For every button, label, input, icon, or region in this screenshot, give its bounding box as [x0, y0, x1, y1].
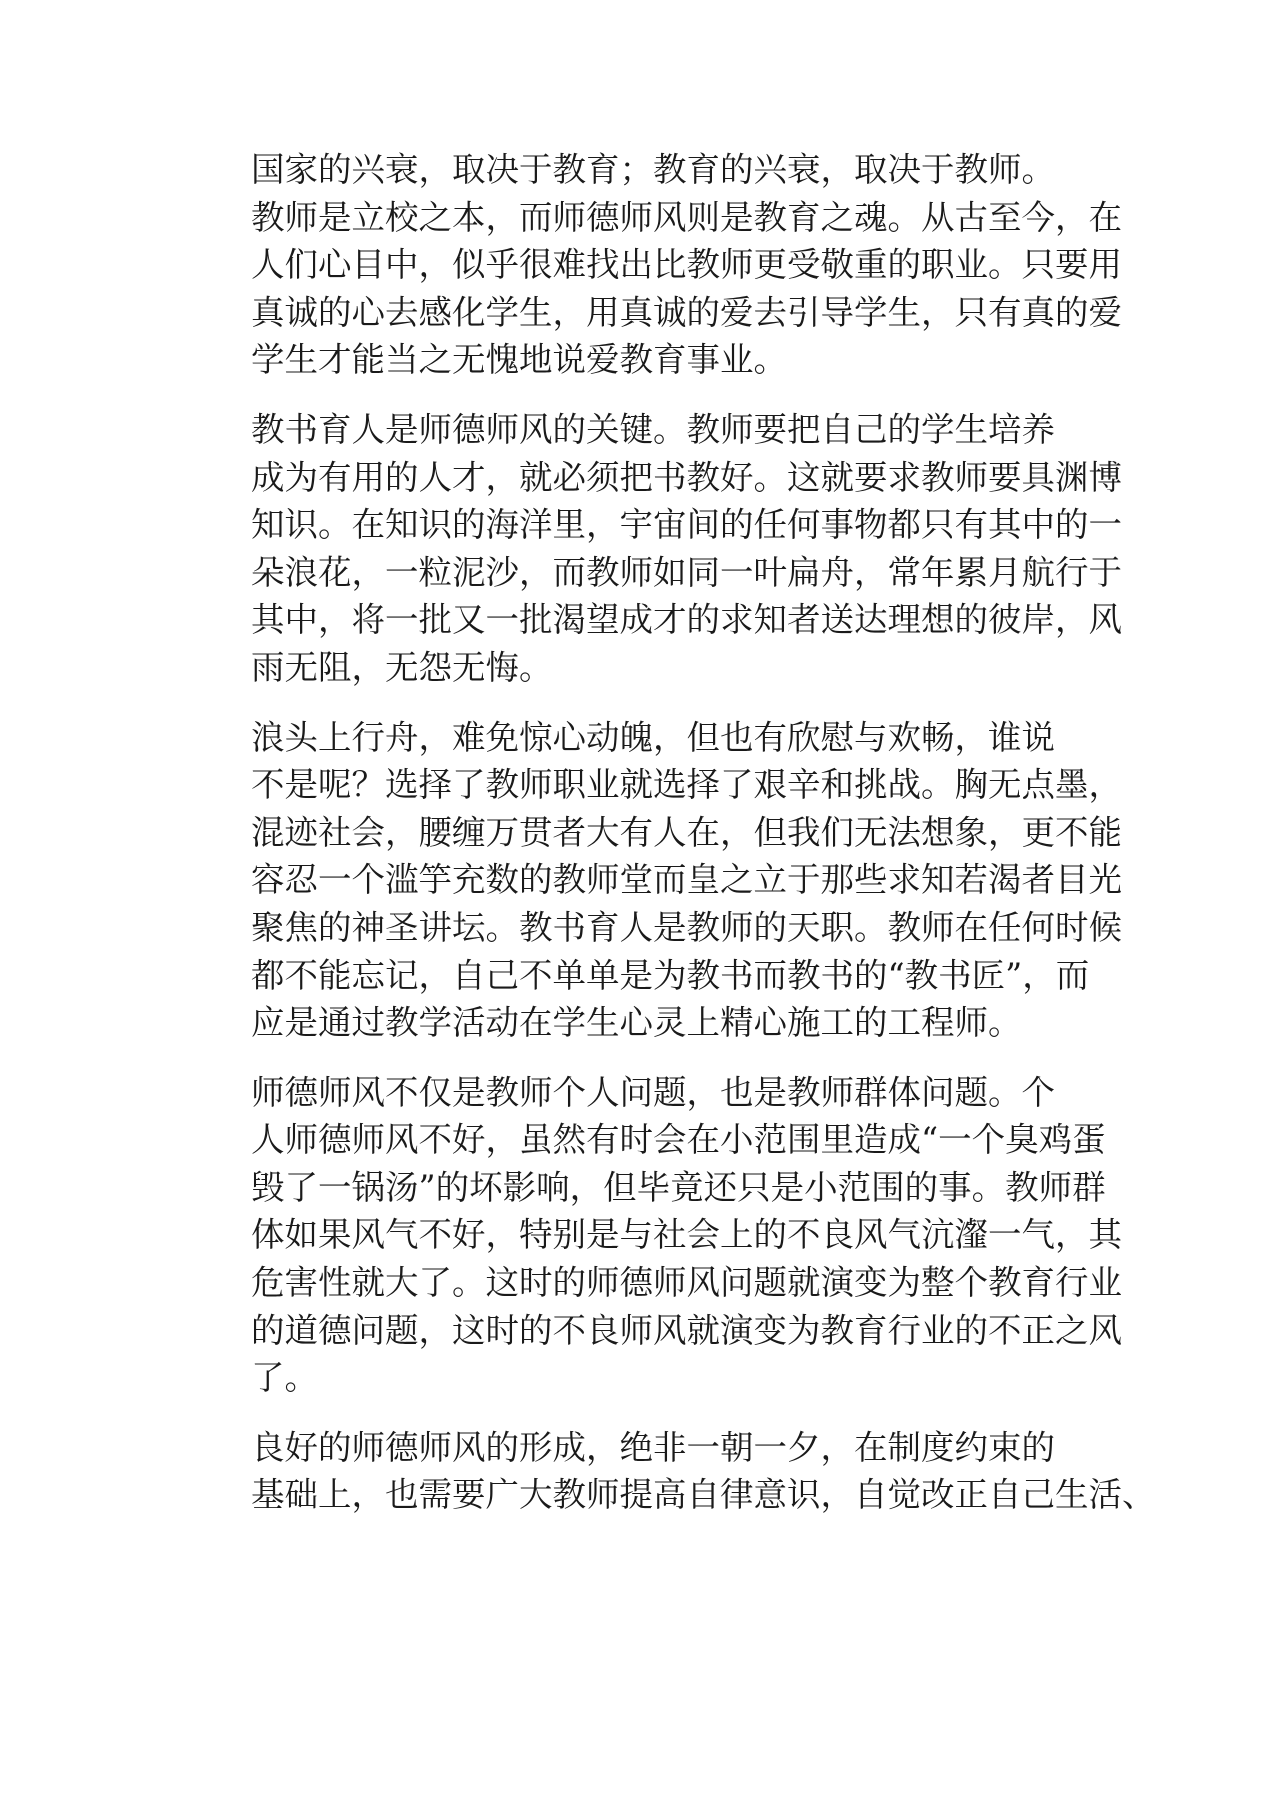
text-line: 学生才能当之无愧地说爱教育事业。	[251, 340, 787, 380]
text-line: 真诚的心去感化学生，用真诚的爱去引导学生，只有真的爱	[251, 292, 1122, 332]
paragraph-3	[184, 714, 1122, 1047]
paragraph-5	[184, 1424, 1156, 1519]
text-line: 容忍一个滥竽充数的教师堂而皇之立于那些求知若渴者目光	[251, 860, 1122, 900]
text-line: 良好的师德师风的形成，绝非一朝一夕，在制度约束的	[251, 1427, 1055, 1467]
text-line: 知识。在知识的海洋里，宇宙间的任何事物都只有其中的一	[251, 505, 1122, 545]
text-line: 基础上，也需要广大教师提高自律意识，自觉改正自己生活、	[251, 1475, 1156, 1515]
text-line: 毁了一锅汤”的坏影响，但毕竟还只是小范围的事。教师群	[251, 1167, 1106, 1207]
paragraph-4	[184, 1069, 1122, 1402]
text-line: 不是呢？选择了教师职业就选择了艰辛和挑战。胸无点墨，	[251, 765, 1122, 805]
text-line: 教师是立校之本，而师德师风则是教育之魂。从古至今，在	[251, 197, 1122, 237]
text-line: 教书育人是师德师风的关键。教师要把自己的学生培养	[251, 409, 1055, 449]
text-line: 都不能忘记，自己不单单是为教书而教书的“教书匠”，而	[251, 955, 1090, 995]
text-line: 浪头上行舟，难免惊心动魄，但也有欣慰与欢畅，谁说	[251, 717, 1055, 757]
text-line: 聚焦的神圣讲坛。教书育人是教师的天职。教师在任何时候	[251, 907, 1122, 947]
document-page	[184, 146, 1156, 1541]
paragraph-2	[184, 406, 1122, 692]
text-line: 其中，将一批又一批渴望成才的求知者送达理想的彼岸，风	[251, 600, 1122, 640]
text-line: 的道德问题，这时的不良师风就演变为教育行业的不正之风	[251, 1310, 1122, 1350]
text-line: 危害性就大了。这时的师德师风问题就演变为整个教育行业	[251, 1263, 1122, 1303]
text-line: 体如果风气不好，特别是与社会上的不良风气沆瀣一气，其	[251, 1215, 1122, 1255]
text-line: 成为有用的人才，就必须把书教好。这就要求教师要具渊博	[251, 457, 1122, 497]
text-line: 人师德师风不好，虽然有时会在小范围里造成“一个臭鸡蛋	[251, 1120, 1106, 1160]
paragraph-1	[184, 146, 1122, 384]
text-line: 师德师风不仅是教师个人问题，也是教师群体问题。个	[251, 1072, 1055, 1112]
text-line: 了。	[251, 1358, 318, 1398]
text-line: 人们心目中，似乎很难找出比教师更受敬重的职业。只要用	[251, 245, 1122, 285]
text-line: 国家的兴衰，取决于教育；教育的兴衰，取决于教师。	[251, 150, 1055, 189]
text-line: 朵浪花，一粒泥沙，而教师如同一叶扁舟，常年累月航行于	[251, 552, 1122, 592]
text-line: 应是通过教学活动在学生心灵上精心施工的工程师。	[251, 1003, 1022, 1043]
text-line: 雨无阻，无怨无悔。	[251, 647, 553, 687]
text-line: 混迹社会，腰缠万贯者大有人在，但我们无法想象，更不能	[251, 812, 1122, 852]
